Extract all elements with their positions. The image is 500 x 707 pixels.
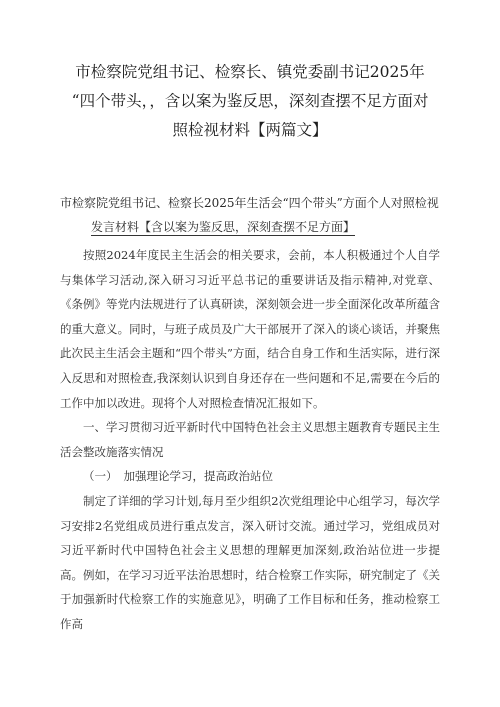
- heading-level-1: 一、学习贯彻习近平新时代中国特色社会主义思想主题教育专题民主生活会整改施落实情况: [60, 420, 440, 459]
- body-paragraph: 制定了详细的学习计划,每月至少组织2次党组理论中心组学习，每次学习安排2名党组成员进行重点发言，深入研讨交流。通过学习，党组成员对习近平新时代中国特色社会主义思想的理解更加深刻,政治站位进一步提高。例如，在学习习近平法治思想时，结合检察工作实际，研究制定了《关于加强新时代检察工作的实施意见》，明确了工作目标和任务，推动检察工作高: [60, 493, 440, 631]
- heading-level-2-number: （一）: [83, 469, 118, 484]
- heading-level-2: [60, 464, 440, 489]
- heading-level-2-text: 加强理论学习，提高政治站位: [123, 469, 273, 484]
- section-title: [60, 191, 460, 239]
- document-title: [40, 58, 460, 145]
- section-title-line-2: 发言材料【含以案为鉴反思，深刻查摆不足方面】: [91, 220, 356, 234]
- title-line-2: “四个带头，，含以案为鉴反思，深刻查摆不足方面对: [71, 92, 429, 110]
- document-body: [60, 243, 440, 637]
- intro-paragraph: 按照2024年度民主生活会的相关要求，会前，本人积极通过个人自学与集体学习活动,深入研习习近平总书记的重要讲话及指示精神,对党章、《条例》等党内法规进行了认真研读，深刻领会进一步全面深化改革所蕴含的重大意义。同时，与班子成员及广大干部展开了深入的谈心谈话，并聚焦此次民主生活会主题和“四个带头”方面，结合自身工作和生活实际，进行深入反思和对照检查,我深刻认识到自身还存在一些问题和不足,需要在今后的工作中加以改进。现将个人对照检查情况汇报如下。: [60, 248, 440, 410]
- section-title-line-1: 市检察院党组书记、检察长2025年生活会“四个带头”方面个人对照检视: [60, 196, 439, 210]
- title-line-1: 市检察院党组书记、检察长、镇党委副书记2025年: [75, 63, 425, 81]
- title-line-3: 照检视材料【两篇文】: [172, 121, 328, 139]
